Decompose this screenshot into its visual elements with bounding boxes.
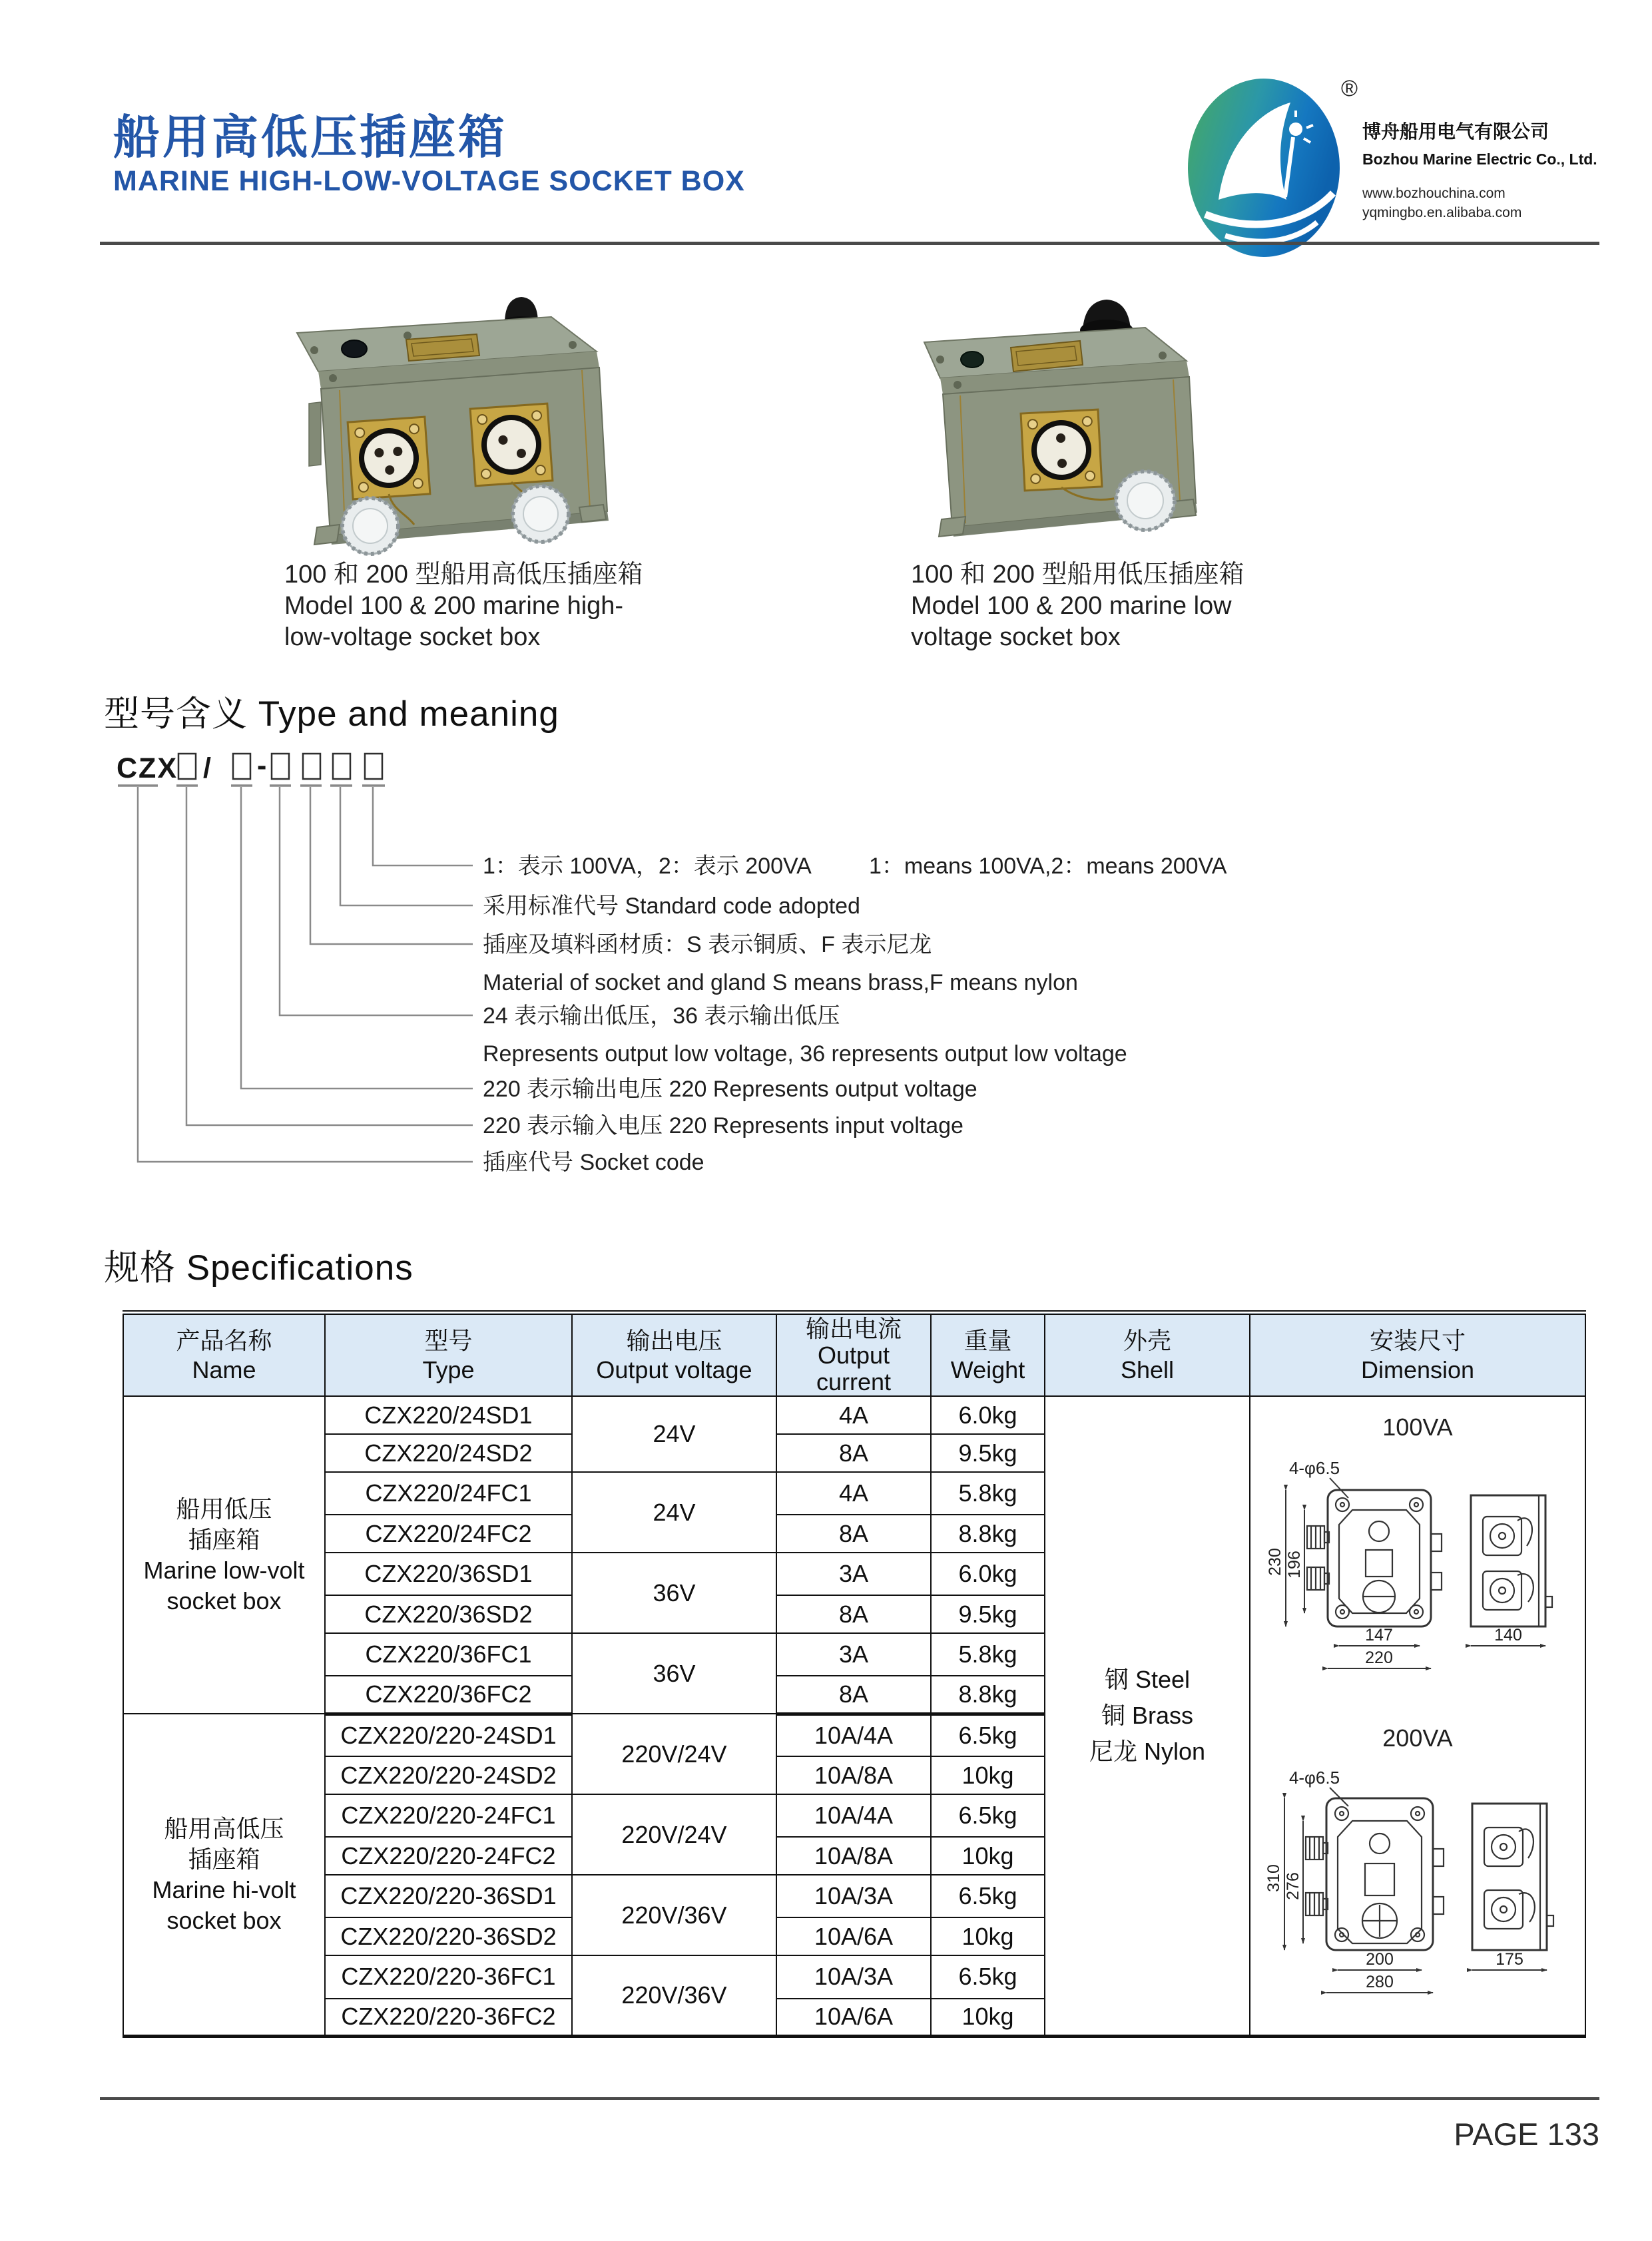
- reset-button: [342, 340, 367, 358]
- cable-glands: [1306, 1837, 1328, 1915]
- weight-cell: 6.0kg: [931, 1396, 1045, 1434]
- product-photo-high-low-voltage-box: [240, 290, 666, 557]
- weight-cell: 6.5kg: [931, 1955, 1045, 1998]
- product-name-cell-low: 船用低压 插座箱 Marine low-volt socket box: [123, 1396, 325, 1714]
- drawing-title: 200VA: [1382, 1724, 1453, 1752]
- socket-right: [470, 403, 553, 486]
- caption-line: Model 100 & 200 marine low: [911, 592, 1232, 620]
- weight-cell: 6.5kg: [931, 1794, 1045, 1837]
- section-heading-specifications: 规格 Specifications: [104, 1248, 413, 1288]
- dim-height-outer: 230: [1266, 1548, 1284, 1576]
- name-plate: [406, 334, 479, 361]
- front-view: [1307, 1490, 1442, 1626]
- current-cell: 8A: [776, 1676, 931, 1714]
- product-caption-high-low: [284, 559, 750, 653]
- current-cell: 10A/8A: [776, 1756, 931, 1794]
- annotation-lowvolt-zh: 24 表示输出低压，36 表示输出低压: [483, 1003, 840, 1029]
- current-cell: 4A: [776, 1472, 931, 1515]
- protective-cap-left: [342, 498, 398, 554]
- weight-cell: 6.0kg: [931, 1553, 1045, 1595]
- drawing-title: 100VA: [1382, 1413, 1453, 1441]
- voltage-cell: 220V/36V: [572, 1875, 776, 1955]
- annotation-material-en: Material of socket and gland S means brass,F means nylon: [483, 970, 1078, 995]
- col-header-name: 产品名称 Name: [123, 1313, 325, 1397]
- annotation-outvolt: 220 表示输出电压 220 Represents output voltage: [483, 1077, 977, 1102]
- caption-line: 100 和 200 型船用高低压插座箱: [284, 561, 643, 589]
- type-cell: CZX220/24SD2: [325, 1434, 572, 1472]
- company-url-1: www.bozhouchina.com: [1362, 186, 1506, 201]
- voltage-cell: 220V/36V: [572, 1955, 776, 2036]
- weight-cell: 6.5kg: [931, 1875, 1045, 1917]
- voltage-cell: 220V/24V: [572, 1794, 776, 1875]
- weight-cell: 10kg: [931, 1756, 1045, 1794]
- side-view: [1472, 1804, 1553, 1950]
- type-cell: CZX220/220-24FC1: [325, 1794, 572, 1837]
- table-header-row: [123, 1313, 1585, 1397]
- type-cell: CZX220/24FC2: [325, 1515, 572, 1553]
- weight-cell: 8.8kg: [931, 1676, 1045, 1714]
- page-number: PAGE 133: [1454, 2116, 1599, 2152]
- side-view: [1471, 1495, 1552, 1626]
- dim-width-outer: 280: [1366, 1973, 1394, 1991]
- reset-button: [961, 352, 983, 368]
- footer-divider: [100, 2097, 1599, 2100]
- company-logo: [1179, 64, 1365, 264]
- annotation-va-zh: 1：表示 100VA，2：表示 200VA: [483, 854, 812, 879]
- annotation-involt: 220 表示输入电压 220 Represents input voltage: [483, 1113, 964, 1138]
- type-code-dash: -: [257, 750, 268, 782]
- current-cell: 10A/3A: [776, 1875, 931, 1917]
- dim-depth: 140: [1494, 1626, 1522, 1644]
- header-divider: [100, 242, 1599, 245]
- annotation-va-en: 1：means 100VA,2：means 200VA: [869, 854, 1227, 879]
- current-cell: 8A: [776, 1515, 931, 1553]
- type-cell: CZX220/220-36FC1: [325, 1955, 572, 1998]
- voltage-cell: 36V: [572, 1553, 776, 1633]
- company-name-en: Bozhou Marine Electric Co., Ltd.: [1362, 150, 1597, 168]
- type-cell: CZX220/220-24SD1: [325, 1714, 572, 1756]
- caption-line: low-voltage socket box: [284, 623, 541, 651]
- socket-left: [348, 417, 430, 499]
- company-url-2: yqmingbo.en.alibaba.com: [1362, 205, 1522, 220]
- col-header-shell: 外壳 Shell: [1045, 1313, 1250, 1397]
- weight-cell: 8.8kg: [931, 1515, 1045, 1553]
- dimension-cell: [1250, 1396, 1585, 2037]
- annotation-material-zh: 插座及填料函材质：S 表示铜质、F 表示尼龙: [483, 932, 932, 957]
- section-heading-type-meaning: 型号含义 Type and meaning: [104, 694, 559, 734]
- weight-cell: 5.8kg: [931, 1633, 1045, 1676]
- annotation-standard: 采用标准代号 Standard code adopted: [483, 893, 860, 919]
- hole-spec-label: 4-φ6.5: [1288, 1768, 1340, 1788]
- dim-width-inner: 147: [1365, 1626, 1393, 1644]
- type-code-slash: /: [203, 752, 212, 784]
- voltage-cell: 220V/24V: [572, 1714, 776, 1794]
- protective-cap: [1116, 471, 1175, 530]
- dimension-drawing-100va: [1251, 1397, 1584, 1710]
- type-cell: CZX220/36FC1: [325, 1633, 572, 1676]
- dim-height-inner: 196: [1285, 1551, 1304, 1579]
- type-cell: CZX220/220-24SD2: [325, 1756, 572, 1794]
- col-header-type: 型号 Type: [325, 1313, 572, 1397]
- type-cell: CZX220/36FC2: [325, 1676, 572, 1714]
- table-row: [123, 1396, 1585, 1434]
- shell-cell: 钢 Steel 铜 Brass 尼龙 Nylon: [1045, 1396, 1250, 2037]
- weight-cell: 10kg: [931, 1837, 1045, 1875]
- type-cell: CZX220/220-36FC2: [325, 1999, 572, 2037]
- type-cell: CZX220/24FC1: [325, 1472, 572, 1515]
- col-header-dimension: 安装尺寸 Dimension: [1250, 1313, 1585, 1397]
- voltage-cell: 24V: [572, 1396, 776, 1472]
- current-cell: 10A/6A: [776, 1999, 931, 2037]
- current-cell: 8A: [776, 1434, 931, 1472]
- weight-cell: 10kg: [931, 1917, 1045, 1955]
- dimension-drawing-200va: [1251, 1716, 1584, 2029]
- page-title: 船用高低压插座箱: [113, 111, 507, 163]
- current-cell: 8A: [776, 1595, 931, 1633]
- type-cell: CZX220/36SD1: [325, 1553, 572, 1595]
- current-cell: 3A: [776, 1553, 931, 1595]
- dim-width-outer: 220: [1365, 1648, 1393, 1667]
- spec-table: [123, 1310, 1586, 2038]
- current-cell: 10A/4A: [776, 1794, 931, 1837]
- annotation-socket-code: 插座代号 Socket code: [483, 1150, 704, 1175]
- voltage-cell: 24V: [572, 1472, 776, 1553]
- weight-cell: 9.5kg: [931, 1434, 1045, 1472]
- caption-line: 100 和 200 型船用低压插座箱: [911, 561, 1244, 589]
- dim-height-inner: 276: [1284, 1872, 1302, 1900]
- col-header-current: 输出电流 Output current: [776, 1313, 931, 1397]
- product-photo-low-voltage-box: [866, 290, 1239, 557]
- weight-cell: 9.5kg: [931, 1595, 1045, 1633]
- page-subtitle: MARINE HIGH-LOW-VOLTAGE SOCKET BOX: [113, 165, 745, 197]
- type-cell: CZX220/220-24FC2: [325, 1837, 572, 1875]
- registered-mark-icon: ®: [1341, 76, 1358, 101]
- front-view: [1306, 1798, 1444, 1950]
- type-code-diagram: [100, 739, 1298, 1192]
- current-cell: 10A/6A: [776, 1917, 931, 1955]
- current-cell: 10A/4A: [776, 1714, 931, 1756]
- product-caption-low: [911, 559, 1377, 653]
- dim-width-inner: 200: [1366, 1950, 1394, 1969]
- col-header-voltage: 输出电压 Output voltage: [572, 1313, 776, 1397]
- protective-cap-right: [513, 486, 569, 542]
- annotation-lowvolt-en: Represents output low voltage, 36 represents output low voltage: [483, 1041, 1127, 1067]
- dim-height-outer: 310: [1264, 1864, 1283, 1892]
- hole-spec-label: 4-φ6.5: [1288, 1458, 1340, 1478]
- weight-cell: 10kg: [931, 1999, 1045, 2037]
- col-header-weight: 重量 Weight: [931, 1313, 1045, 1397]
- current-cell: 10A/8A: [776, 1837, 931, 1875]
- current-cell: 3A: [776, 1633, 931, 1676]
- weight-cell: 5.8kg: [931, 1472, 1045, 1515]
- current-cell: 10A/3A: [776, 1955, 931, 1998]
- company-info: [1362, 117, 1642, 221]
- type-cell: CZX220/220-36SD1: [325, 1875, 572, 1917]
- caption-line: voltage socket box: [911, 623, 1121, 651]
- dim-depth: 175: [1496, 1950, 1523, 1969]
- type-cell: CZX220/36SD2: [325, 1595, 572, 1633]
- current-cell: 4A: [776, 1396, 931, 1434]
- cable-glands: [1307, 1526, 1329, 1590]
- socket: [1021, 409, 1102, 491]
- type-cell: CZX220/24SD1: [325, 1396, 572, 1434]
- weight-cell: 6.5kg: [931, 1714, 1045, 1756]
- product-name-cell-hi: 船用高低压 插座箱 Marine hi-volt socket box: [123, 1714, 325, 2036]
- company-name-zh: 博舟船用电气有限公司: [1362, 121, 1549, 142]
- type-code-prefix: CZX: [117, 752, 178, 784]
- caption-line: Model 100 & 200 marine high-: [284, 592, 624, 620]
- voltage-cell: 36V: [572, 1633, 776, 1714]
- type-cell: CZX220/220-36SD2: [325, 1917, 572, 1955]
